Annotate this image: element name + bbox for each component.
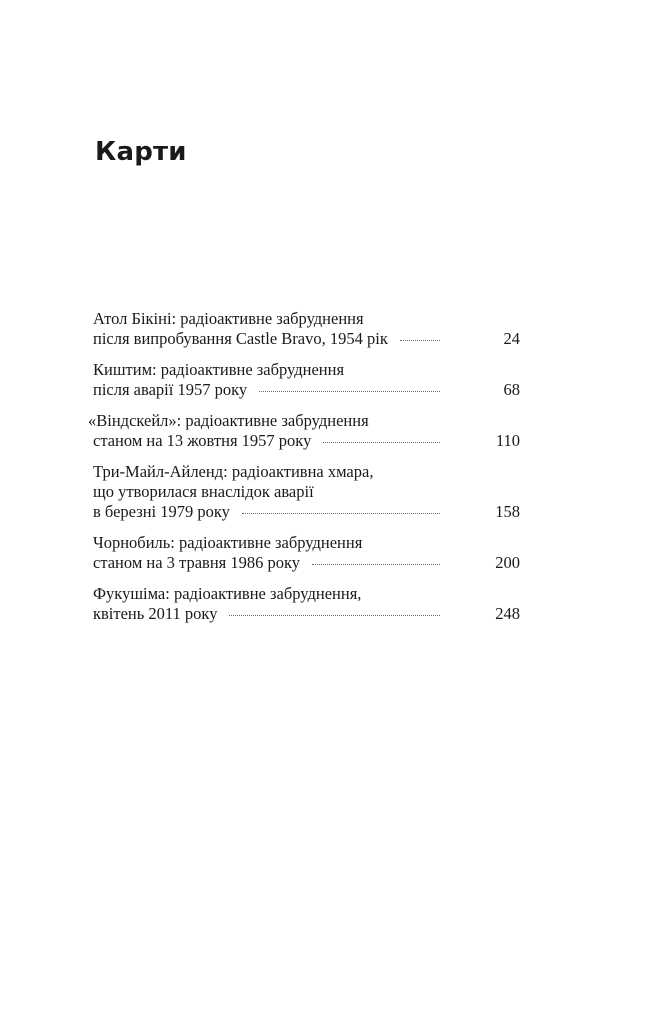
page-title: Карти xyxy=(95,137,187,167)
toc-entry-title-line: станом на 3 травня 1986 року xyxy=(93,553,301,572)
page-number: 158 xyxy=(495,502,520,521)
toc-entry-title-line: Чорнобиль: радіоактивне забруднення xyxy=(93,533,363,552)
toc-entry-last-line xyxy=(93,553,520,573)
dot-leader xyxy=(259,390,440,392)
page-number: 200 xyxy=(495,553,520,572)
page-number: 110 xyxy=(495,431,520,450)
dot-leader xyxy=(323,441,440,443)
toc-entry-last-line xyxy=(93,329,520,349)
toc-entry xyxy=(93,462,520,522)
toc-entry xyxy=(93,360,520,400)
toc-entry xyxy=(88,411,520,451)
toc-entry-title-line: Три-Майл-Айленд: радіоактивна хмара, xyxy=(93,462,374,481)
page-number: 24 xyxy=(503,329,520,348)
toc-entry-title-line: що утворилася внаслідок аварії xyxy=(93,482,314,501)
page-number: 68 xyxy=(503,380,520,399)
dot-leader xyxy=(242,512,440,514)
dot-leader xyxy=(229,614,440,616)
toc-entry xyxy=(93,309,520,349)
toc-entry-last-line xyxy=(93,502,520,522)
toc-entry xyxy=(93,533,520,573)
page-number: 248 xyxy=(495,604,520,623)
toc-entry-last-line xyxy=(93,431,520,451)
toc-entry-title-line: квітень 2011 року xyxy=(93,604,218,623)
maps-contents-list xyxy=(88,309,520,635)
toc-entry-title-line: «Віндскейл»: радіоактивне забруднення xyxy=(88,411,369,430)
toc-entry-title-line: Атол Бікіні: радіоактивне забруднення xyxy=(93,309,364,328)
toc-entry-title-line: після аварії 1957 року xyxy=(93,380,248,399)
toc-entry-title-line: Киштим: радіоактивне забруднення xyxy=(93,360,345,379)
toc-entry xyxy=(93,584,520,624)
dot-leader xyxy=(312,563,440,565)
toc-entry-title-line: в березні 1979 року xyxy=(93,502,230,521)
toc-entry-title-line: станом на 13 жовтня 1957 року xyxy=(93,431,312,450)
toc-entry-title-line: Фукушіма: радіоактивне забруднення, xyxy=(93,584,362,603)
toc-entry-last-line xyxy=(93,604,520,624)
toc-entry-last-line xyxy=(93,380,520,400)
toc-entry-title-line: після випробування Castle Bravo, 1954 рік xyxy=(93,329,388,348)
dot-leader xyxy=(400,339,440,341)
